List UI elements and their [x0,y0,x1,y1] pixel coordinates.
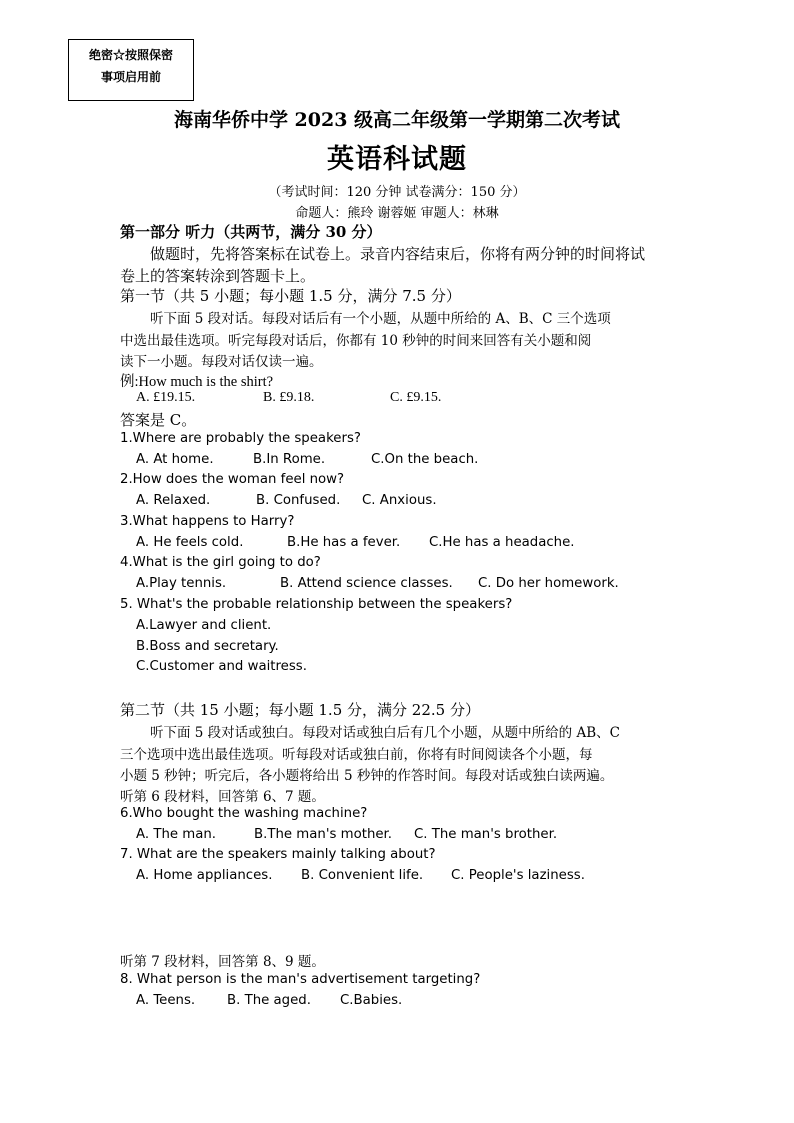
q1-option-b: B.In Rome. [253,452,326,467]
q3-option-c: C.He has a headache. [429,535,575,550]
subject-title: 英语科试题 [327,144,467,175]
q5-option-c: C.Customer and waitress. [136,659,307,674]
q2-option-a: A. Relaxed. [136,493,211,508]
q7-option-a: A. Home appliances. [136,868,273,883]
example-option-b: B. £9.18. [263,390,315,405]
q3-option-a: A. He feels cold. [136,535,244,550]
section1-desc-line2: 中选出最佳选项。听完每段对话后，你都有 10 秒钟的时间来回答有关小题和阅 [120,333,592,349]
q6-option-a: A. The man. [136,827,217,842]
q5-option-b: B.Boss and secretary. [136,639,279,654]
question-1: 1.Where are probably the speakers? [120,431,361,446]
q6-option-c: C. The man's brother. [414,827,558,842]
q5-option-a: A.Lawyer and client. [136,618,272,633]
q6-option-b: B.The man's mother. [254,827,393,842]
q7-option-b: B. Convenient life. [301,868,424,883]
q8-option-b: B. The aged. [227,993,311,1008]
q4-option-a: A.Play tennis. [136,576,227,591]
example-option-a: A. £19.15. [136,390,196,405]
section2-desc-line3: 小题 5 秒钟；听完后，各小题将给出 5 秒钟的作答时间。每段对话或独白读两遍。 [120,768,614,784]
question-8: 8. What person is the man's advertisement targeting? [120,972,481,987]
part1-heading: 第一部分 听力（共两节，满分 30 分） [120,223,382,241]
q1-option-c: C.On the beach. [371,452,479,467]
question-5: 5. What's the probable relationship between the speakers? [120,597,513,612]
material-6-note: 听第 6 段材料，回答第 6、7 题。 [120,789,325,805]
section2-desc-line2: 三个选项中选出最佳选项。听每段对话或独白前，你将有时间阅读各个小题，每 [120,747,593,763]
example-answer: 答案是 C。 [120,411,197,429]
question-6: 6.Who bought the washing machine? [120,806,368,821]
q8-option-c: C.Babies. [340,993,403,1008]
section2-desc-line1: 听下面 5 段对话或独白。每段对话或独白后有几个小题，从题中所给的 AB、C [150,725,620,741]
q3-option-b: B.He has a fever. [287,535,401,550]
authors-line: 命题人：熊玲 谢蓉姬 审题人：林琳 [295,206,499,221]
q8-option-a: A. Teens. [136,993,196,1008]
example-option-c: C. £9.15. [390,390,442,405]
part1-intro-line1: 做题时，先将答案标在试卷上。录音内容结束后，你将有两分钟的时间将试 [150,245,646,263]
q1-option-a: A. At home. [136,452,214,467]
section1-desc-line1: 听下面 5 段对话。每段对话后有一个小题，从题中所给的 A、B、C 三个选项 [150,311,611,327]
material-7-note: 听第 7 段材料，回答第 8、9 题。 [120,954,325,970]
q4-option-c: C. Do her homework. [478,576,619,591]
question-2: 2.How does the woman feel now? [120,472,345,487]
part1-intro-line2: 卷上的答案转涂到答题卡上。 [120,267,316,285]
confidential-line-2: 事项启用前 [100,70,161,84]
section1-heading: 第一节（共 5 小题；每小题 1.5 分，满分 7.5 分） [120,287,461,305]
question-3: 3.What happens to Harry? [120,514,295,529]
q2-option-c: C. Anxious. [362,493,437,508]
example-question: 例:How much is the shirt? [120,374,274,390]
q2-option-b: B. Confused. [256,493,341,508]
question-4: 4.What is the girl going to do? [120,555,321,570]
q7-option-c: C. People's laziness. [451,868,585,883]
confidential-box [68,39,194,101]
exam-info: （考试时间：120 分钟 试卷满分：150 分） [268,185,526,200]
school-title: 海南华侨中学 2023 级高二年级第一学期第二次考试 [173,109,621,131]
q4-option-b: B. Attend science classes. [280,576,453,591]
section2-heading: 第二节（共 15 小题；每小题 1.5 分，满分 22.5 分） [120,701,480,719]
confidential-line-1: 绝密☆按照保密 [88,48,173,62]
section1-desc-line3: 读下一小题。每段对话仅读一遍。 [120,354,323,370]
question-7: 7. What are the speakers mainly talking about? [120,847,436,862]
